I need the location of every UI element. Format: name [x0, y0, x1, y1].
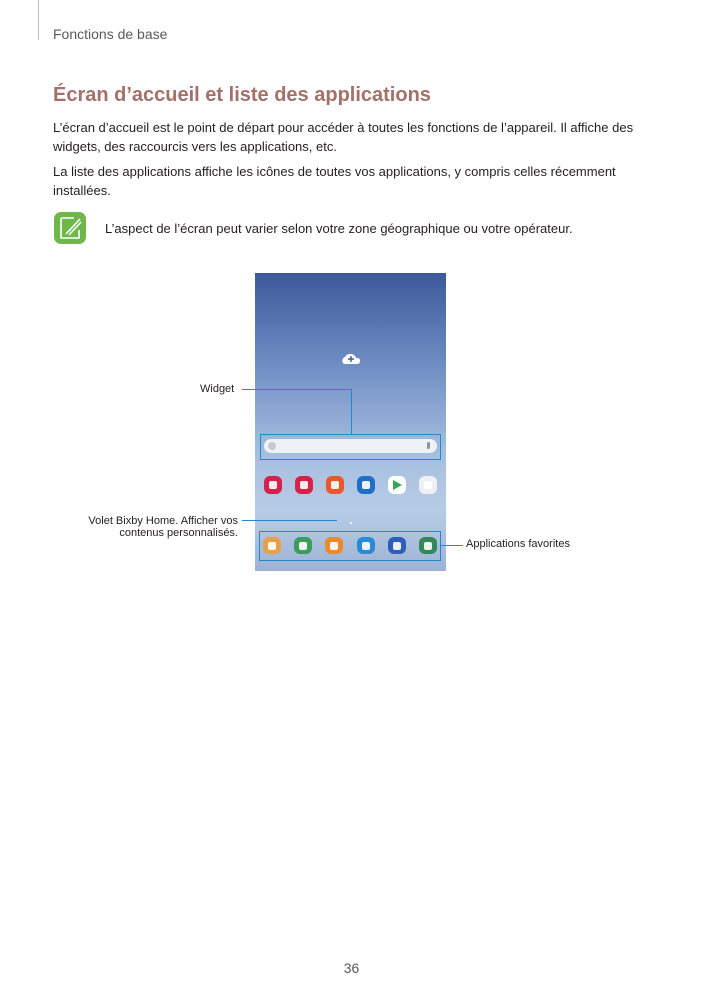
app-icon-row: [264, 476, 437, 494]
cloud-drive-icon: [357, 476, 375, 494]
note-text: L’aspect de l’écran peut varier selon votre zone géographique ou votre opérateur.: [105, 221, 573, 236]
header-rule: [38, 0, 39, 40]
page-number: 36: [343, 960, 360, 976]
apps-list-paragraph: La liste des applications affiche les icônes de toutes vos applications, y compris celles récemment installées.: [53, 164, 616, 198]
email-icon: [263, 537, 281, 554]
intro-paragraph: L’écran d’accueil est le point de départ pour accéder à toutes les fonctions de l’appareil. Il affiche des widgets, des raccourcis vers les applications, etc.: [53, 120, 634, 154]
favorites-callout-label: Applications favorites: [466, 538, 570, 550]
bixby-callout-line1: Volet Bixby Home. Afficher vos: [88, 515, 238, 527]
galaxy-apps-icon: [264, 476, 282, 494]
widget-callout-label: Widget: [200, 383, 235, 395]
messages-icon: [357, 537, 375, 554]
note-pencil-icon: [54, 212, 86, 244]
widget-callout-line: [242, 389, 352, 390]
app-folder-icon: [419, 476, 437, 494]
section-label: Fonctions de base: [53, 26, 168, 42]
calendar-icon: [419, 537, 437, 554]
play-store-icon: [388, 476, 406, 494]
widget-highlight-frame: [260, 434, 441, 460]
bixby-callout-line: [242, 520, 337, 521]
bixby-callout-label: [84, 515, 238, 539]
phone-icon: [294, 537, 312, 554]
favorites-dock: [263, 537, 437, 554]
contacts-icon: [325, 537, 343, 554]
bixby-callout-line2: contenus personnalisés.: [119, 527, 238, 539]
camera-icon: [295, 476, 313, 494]
flipboard-icon: [326, 476, 344, 494]
favorites-callout-line: [441, 545, 463, 546]
page-title: Écran d’accueil et liste des applications: [53, 84, 431, 106]
internet-icon: [388, 537, 406, 554]
cloud-plus-icon: [340, 352, 362, 364]
widget-callout-drop: [351, 389, 352, 434]
page-indicator: [350, 522, 352, 524]
